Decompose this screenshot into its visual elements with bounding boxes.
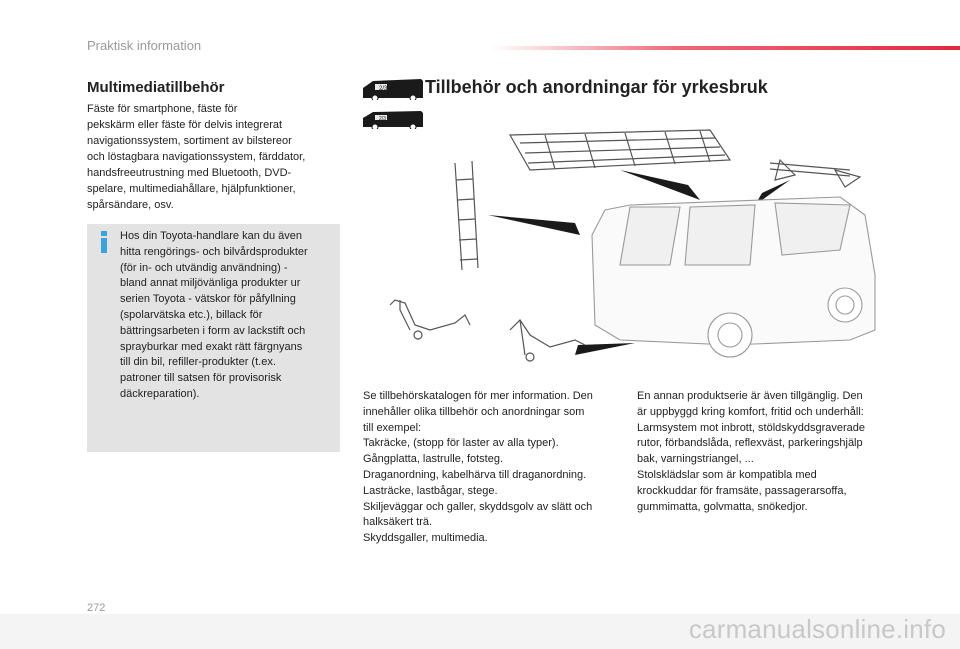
header-accent-line bbox=[490, 46, 960, 50]
text-line: patroner till satsen för provisorisk bbox=[120, 372, 282, 385]
text-line: är uppbyggd kring komfort, fritid och underhåll: bbox=[637, 405, 864, 418]
roof-rack-drawing bbox=[510, 130, 730, 170]
pointer-line bbox=[620, 170, 700, 200]
text-line: navigationssystem, sortiment av bilstereor bbox=[87, 135, 292, 147]
text-line: rutor, förbandslåda, reflexväst, parkeringshjälp bbox=[637, 437, 863, 450]
van-high-roof-icon bbox=[361, 78, 425, 100]
text-line: handsfreeutrustning med Bluetooth, DVD- bbox=[87, 167, 292, 179]
text-line: Draganordning, kabelhärva till draganordning. bbox=[363, 468, 587, 481]
van-accessories-illustration bbox=[370, 125, 890, 375]
pointer-line bbox=[488, 215, 580, 235]
load-carrier-drawing bbox=[770, 160, 860, 187]
info-text bbox=[120, 229, 332, 403]
ladder-drawing bbox=[455, 161, 478, 270]
svg-text:2/3: 2/3 bbox=[379, 116, 386, 122]
text-line: (för in- och utvändig användning) - bbox=[120, 261, 288, 274]
text-line: Skyddsgaller, multimedia. bbox=[363, 532, 488, 545]
text-line: (spolarvätska etc.), billack för bbox=[120, 308, 263, 321]
text-line: En annan produktserie är även tillgänglig. Den bbox=[637, 390, 863, 402]
text-line: Gångplatta, lastrulle, fotsteg. bbox=[363, 453, 504, 466]
multimedia-heading: Multimediatillbehör bbox=[87, 79, 225, 96]
text-line: till exempel: bbox=[363, 421, 422, 434]
text-line: spårsändare, osv. bbox=[87, 199, 174, 211]
text-line: pekskärm eller fäste för delvis integrerat bbox=[87, 119, 283, 131]
text-line: sprayburkar med exakt rätt färgnyans bbox=[120, 340, 303, 353]
text-line: till din bil, refiller-produkter (t.ex. bbox=[120, 356, 276, 369]
van-drawing bbox=[592, 197, 875, 357]
text-line: däckreparation). bbox=[120, 387, 200, 400]
text-line: Hos din Toyota-handlare kan du även bbox=[120, 230, 303, 242]
text-line: spelare, multimediahållare, hjälpfunktioner, bbox=[87, 183, 296, 195]
text-line: Stolsklädslar som är kompatibla med bbox=[637, 468, 817, 481]
svg-text:2/3: 2/3 bbox=[379, 86, 388, 92]
text-line: serien Toyota - vätskor för påfyllning bbox=[120, 293, 296, 306]
text-line: Lasträcke, lastbågar, stege. bbox=[363, 484, 498, 497]
text-line: halksäkert trä. bbox=[363, 516, 433, 529]
text-line: bak, varningstriangel, ... bbox=[637, 453, 754, 466]
text-line: Takräcke, (stopp för laster av alla typer). bbox=[363, 437, 559, 450]
text-line: innehåller olika tillbehör och anordningar som bbox=[363, 405, 585, 418]
catalog-paragraph bbox=[363, 389, 625, 547]
text-line: Fäste för smartphone, fäste för bbox=[87, 103, 238, 115]
text-line: och löstagbara navigationssystem, färddator, bbox=[87, 151, 306, 163]
text-line: bland annat miljövänliga produkter ur bbox=[120, 277, 301, 290]
tow-bar-drawing bbox=[390, 300, 585, 361]
text-line: gummimatta, golvmatta, snökedjor. bbox=[637, 500, 808, 513]
text-line: Se tillbehörskatalogen för mer information. Den bbox=[363, 390, 593, 402]
info-icon bbox=[97, 231, 111, 253]
page-number: 272 bbox=[87, 602, 106, 614]
text-line: Larmsystem mot inbrott, stöldskyddsgraverade bbox=[637, 421, 866, 434]
text-line: bättringsarbeten i form av lackstift och bbox=[120, 324, 306, 337]
watermark-text: carmanualsonline.info bbox=[688, 614, 946, 644]
text-line: krockkuddar för framsäte, passagerarsoffa, bbox=[637, 484, 847, 497]
professional-heading: Tillbehör och anordningar för yrkesbruk bbox=[425, 77, 768, 97]
text-line: hitta rengörings- och bilvårdsprodukter bbox=[120, 245, 308, 258]
text-line: Skiljeväggar och galler, skyddsgolv av slätt och bbox=[363, 500, 593, 513]
multimedia-paragraph bbox=[87, 101, 337, 213]
section-title: Praktisk information bbox=[87, 38, 202, 53]
product-series-paragraph bbox=[637, 389, 902, 515]
